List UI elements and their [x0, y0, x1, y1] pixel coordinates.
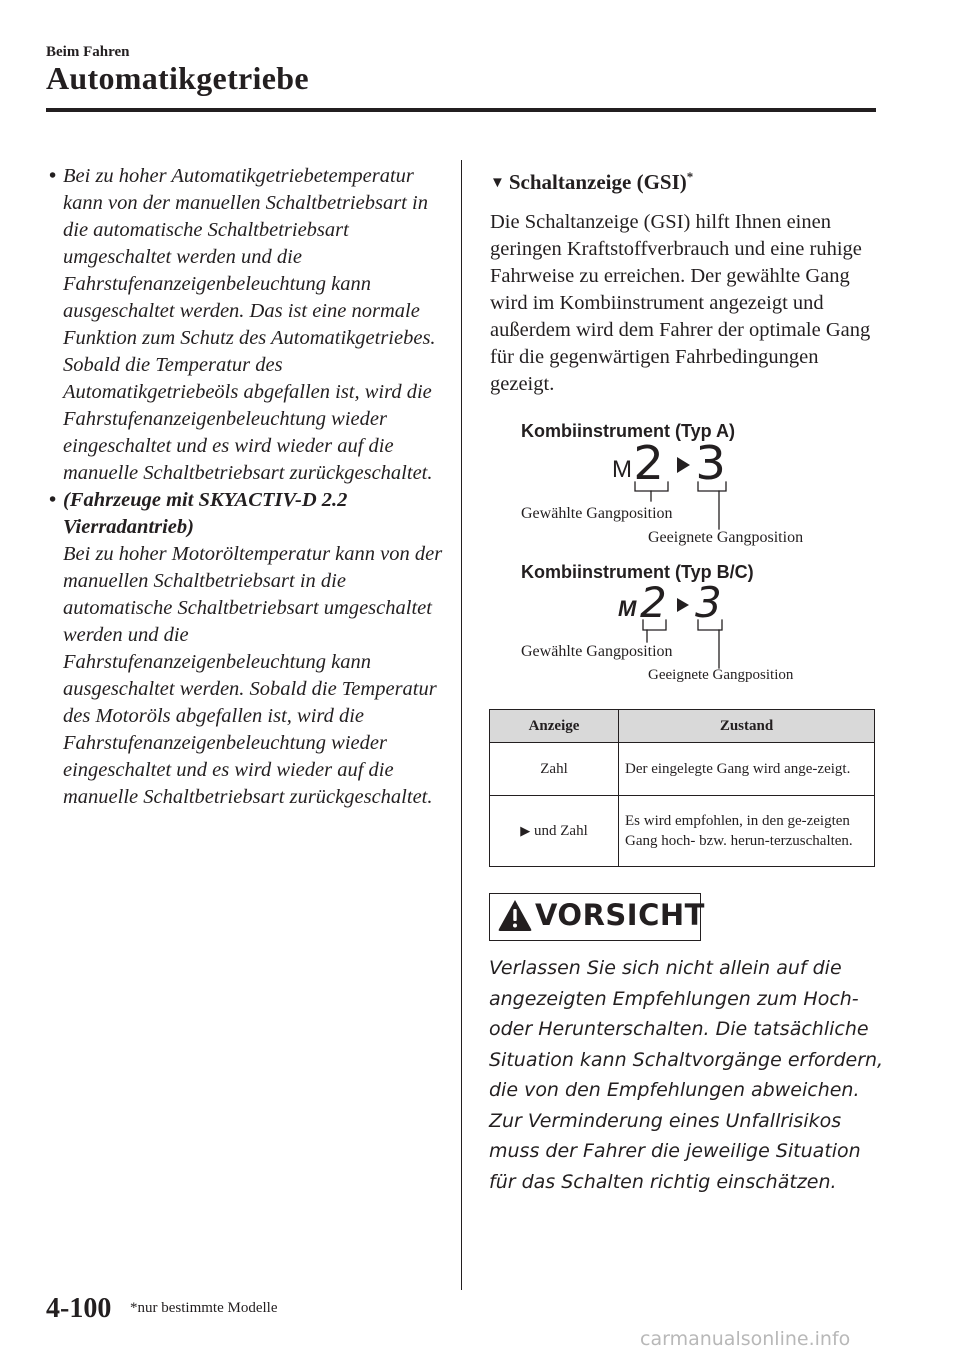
selected-gear-digit: 2 [633, 436, 665, 490]
table-header-anzeige: Anzeige [490, 710, 619, 743]
table-cell-anzeige: Zahl [490, 743, 619, 796]
figure-bc-caption: Kombiinstrument (Typ B/C) [521, 562, 754, 582]
play-triangle-icon: ▶ [520, 823, 531, 838]
selected-gear-label: Gewählte Gangposition [521, 643, 673, 660]
bullet-item [46, 487, 446, 811]
watermark: carmanualsonline.info [640, 1328, 851, 1350]
bullet-text: Bei zu hoher Automatikgetriebetemperatur kann von der manuellen Schaltbetriebsart in die automatische Schaltbetriebsart umgeschaltet werden und die Fahrstufenanzeigenbeleuchtung kann ausgeschaltet werden. Das ist eine normale Funktion zum Schutz des Automatikgetriebes. Sobald die Temperatur des Automatikgetriebeöls abgefallen ist, wird die Fahrstufenanzeigenbeleuchtung wieder eingeschaltet und es wird wieder auf die manuelle Schaltbetriebsart zurückgeschaltet. [63, 165, 436, 484]
mode-m-label: M [618, 596, 637, 621]
mode-m-label: M [612, 456, 632, 483]
table-header-zustand: Zustand [619, 710, 875, 743]
bullet-dot: • [49, 165, 57, 187]
bullet-text: Bei zu hoher Motoröltemperatur kann von der manuellen Schaltbetriebsart in die automatische Schaltbetriebsart umgeschaltet werden und die Fahrstufenanzeigenbeleuchtung kann ausgeschaltet werden. Sobald die Temperatur des Motoröls abgefallen ist, wird die Fahrstufenanzeigenbeleuchtung wieder eingeschaltet und es wird wieder auf die manuelle Schaltbetriebsart zurückgeschaltet. [63, 543, 443, 808]
bullet-item [46, 163, 446, 487]
section-label: Beim Fahren [46, 44, 130, 60]
recommended-gear-digit: 3 [695, 436, 727, 490]
gsi-description: Die Schaltanzeige (GSI) hilft Ihnen einen geringen Kraftstoffverbrauch und eine ruhige Fahrweise zu erreichen. Der gewählte Gang wird im Kombiinstrument angezeigt und außerdem wird dem Fahrer der optimale Gang für die gegenwärtigen Fahrbedingungen gezeigt. [490, 211, 871, 395]
table-row [490, 796, 875, 867]
table-cell-zustand: Der eingelegte Gang wird ange-zeigt. [619, 743, 875, 796]
column-divider [461, 160, 462, 1290]
play-triangle-icon [675, 456, 691, 474]
table-cell-anzeige-text: und Zahl [534, 823, 588, 839]
triangle-down-icon: ▼ [490, 175, 505, 191]
bullet-heading: (Fahrzeuge mit SKYACTIV-D 2.2 Vierradantrieb) [63, 489, 348, 538]
play-triangle-icon [675, 597, 691, 613]
figure-a-caption: Kombiinstrument (Typ A) [521, 421, 735, 441]
asterisk: * [686, 169, 694, 184]
warning-triangle-icon [497, 898, 533, 932]
warning-text: Verlassen Sie sich nicht allein auf die angezeigten Empfehlungen zum Hoch- oder Herunterschalten. Die tatsächliche Situation kann Schaltvorgänge erfordern, die von den Empfehlungen abweichen. Zur Verminderung eines Unfallrisikos muss der Fahrer die jeweilige Situation für das Schalten richtig einschätzen. [489, 957, 884, 1193]
recommended-gear-label: Geeignete Gangposition [648, 667, 794, 683]
page-number: 4-100 [46, 1293, 112, 1324]
right-column [490, 163, 880, 398]
table-row [490, 743, 875, 796]
recommended-gear-digit: 3 [695, 578, 722, 627]
recommended-gear-label: Geeignete Gangposition [648, 529, 804, 546]
gsi-heading-text: Schaltanzeige (GSI) [508, 170, 687, 194]
table-header-row [490, 710, 875, 743]
page-title: Automatikgetriebe [46, 60, 309, 96]
selected-gear-label: Gewählte Gangposition [521, 505, 673, 522]
warning-title: VORSICHT [535, 898, 705, 932]
bullet-dot: • [49, 489, 57, 511]
title-rule [46, 108, 876, 112]
gsi-heading [490, 163, 880, 197]
table-cell-anzeige [490, 796, 619, 867]
indicator-table [489, 709, 875, 867]
left-column [46, 163, 446, 811]
footnote: *nur bestimmte Modelle [130, 1300, 278, 1316]
selected-gear-digit: 2 [640, 578, 667, 627]
table-cell-zustand: Es wird empfohlen, in den ge-zeigten Gang hoch- bzw. herun-terzuschalten. [619, 796, 875, 867]
